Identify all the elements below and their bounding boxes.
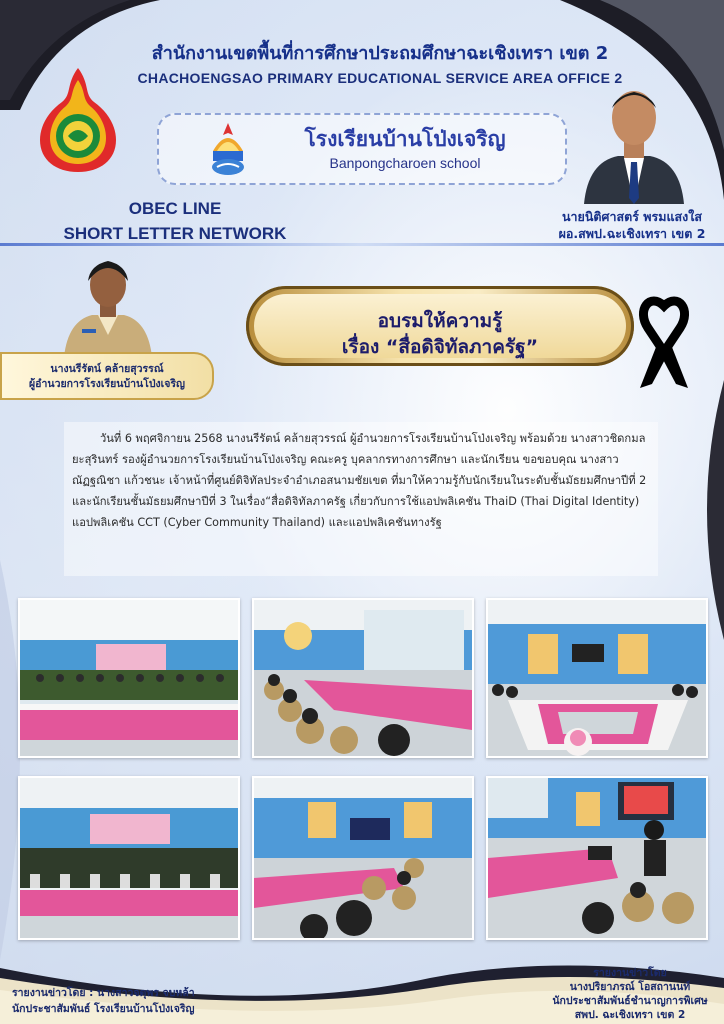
director-name-block bbox=[540, 208, 724, 242]
black-mourning-ribbon-icon bbox=[636, 296, 692, 392]
event-photo-4 bbox=[18, 776, 240, 940]
news-body-text: วันที่ 6 พฤศจิกายน 2568 นางนรีรัตน์ คล้ายสุวรรณ์ ผู้อำนวยการโรงเรียนบ้านโป่งเจริญ พร้อมด้วย นางสาวชิดกมล ยะสุรินทร์ รองผู้อำนวยการโรงเรียนบ้านโป่งเจริญ คณะครู บุคลากรทางการศึกษา และนักเรียน ขอขอบคุณ นางสาวณัฏฐณิชา แก้วชนะ เจ้าหน้าที่ศูนย์ดิจิทัลประจำอำเภอสนามชัยเขต ที่มาให้ความรู้กับนักเรียนในระดับชั้นมัธยมศึกษาปีที่ 2 และนักเรียนชั้นมัธยมศึกษาปีที่ 3 ในเรื่อง“สื่อดิจิทัลภาครัฐ เกี่ยวกับการใช้แอปพลิเคชัน ThaiD (Thai Digital Identity) แอปพลิเคชัน CCT (Cyber Community Thailand) และแอปพลิเคชันทางรัฐ bbox=[72, 432, 647, 529]
header-divider bbox=[0, 243, 724, 246]
footer-right-line2: นางปริยาภรณ์ โอสถานนท์ bbox=[569, 981, 691, 993]
event-photo-4-image bbox=[20, 778, 238, 938]
principal-position: ผู้อำนวยการโรงเรียนบ้านโป่งเจริญ bbox=[29, 378, 185, 390]
event-photo-1-image bbox=[20, 600, 238, 756]
news-body-text-panel bbox=[64, 422, 658, 576]
footer-right-line1: รายงานข่าวโดย bbox=[593, 967, 667, 979]
obec-emblem-logo bbox=[38, 66, 118, 174]
event-photo-5-image bbox=[254, 778, 472, 938]
footer-reporter-office bbox=[540, 966, 720, 1022]
school-name-thai: โรงเรียนบ้านโป่งเจริญ bbox=[304, 127, 506, 151]
event-photo-2-image bbox=[254, 600, 472, 756]
footer-left-line1: รายงานข่าวโดย : นางสาวจตุพร จบหล้า bbox=[12, 987, 195, 999]
topic-banner bbox=[246, 286, 634, 366]
topic-banner-inner bbox=[254, 294, 626, 358]
event-photo-2 bbox=[252, 598, 474, 758]
footer-right-line4: สพป. ฉะเชิงเทรา เขต 2 bbox=[574, 1009, 686, 1021]
event-photo-5 bbox=[252, 776, 474, 940]
footer-right-line3: นักประชาสัมพันธ์ชำนาญการพิเศษ bbox=[552, 995, 708, 1007]
event-photo-3 bbox=[486, 598, 708, 758]
event-photo-1 bbox=[18, 598, 240, 758]
principal-label bbox=[0, 352, 214, 400]
director-portrait bbox=[578, 78, 690, 204]
event-photo-3-image bbox=[488, 600, 706, 756]
topic-subject: เรื่อง “สื่อดิจิทัลภาครัฐ” bbox=[341, 336, 539, 358]
school-name-english: Banpongcharoen school bbox=[329, 155, 481, 171]
office-title-english: CHACHOENGSAO PRIMARY EDUCATIONAL SERVICE AREA OFFICE 2 bbox=[137, 70, 623, 86]
director-position: ผอ.สพป.ฉะเชิงเทรา เขต 2 bbox=[558, 226, 706, 241]
event-photo-6 bbox=[486, 776, 708, 940]
obec-line-line2: SHORT LETTER NETWORK bbox=[63, 224, 287, 243]
principal-portrait bbox=[60, 255, 156, 357]
event-photo-6-image bbox=[488, 778, 706, 938]
footer-left-line2: นักประชาสัมพันธ์ โรงเรียนบ้านโป่งเจริญ bbox=[12, 1003, 195, 1015]
obec-line-line1: OBEC LINE bbox=[128, 199, 222, 218]
topic-heading: อบรมให้ความรู้ bbox=[377, 310, 503, 332]
office-title-thai: สำนักงานเขตพื้นที่การศึกษาประถมศึกษาฉะเชิงเทรา เขต 2 bbox=[151, 43, 609, 64]
school-name-panel bbox=[157, 113, 567, 185]
footer-reporter-school bbox=[12, 985, 252, 1017]
principal-name: นางนรีรัตน์ คล้ายสุวรรณ์ bbox=[50, 363, 164, 375]
school-logo bbox=[205, 121, 251, 179]
director-name: นายนิติศาสตร์ พรมแสงใส bbox=[561, 209, 703, 224]
obec-line-title bbox=[40, 196, 310, 246]
